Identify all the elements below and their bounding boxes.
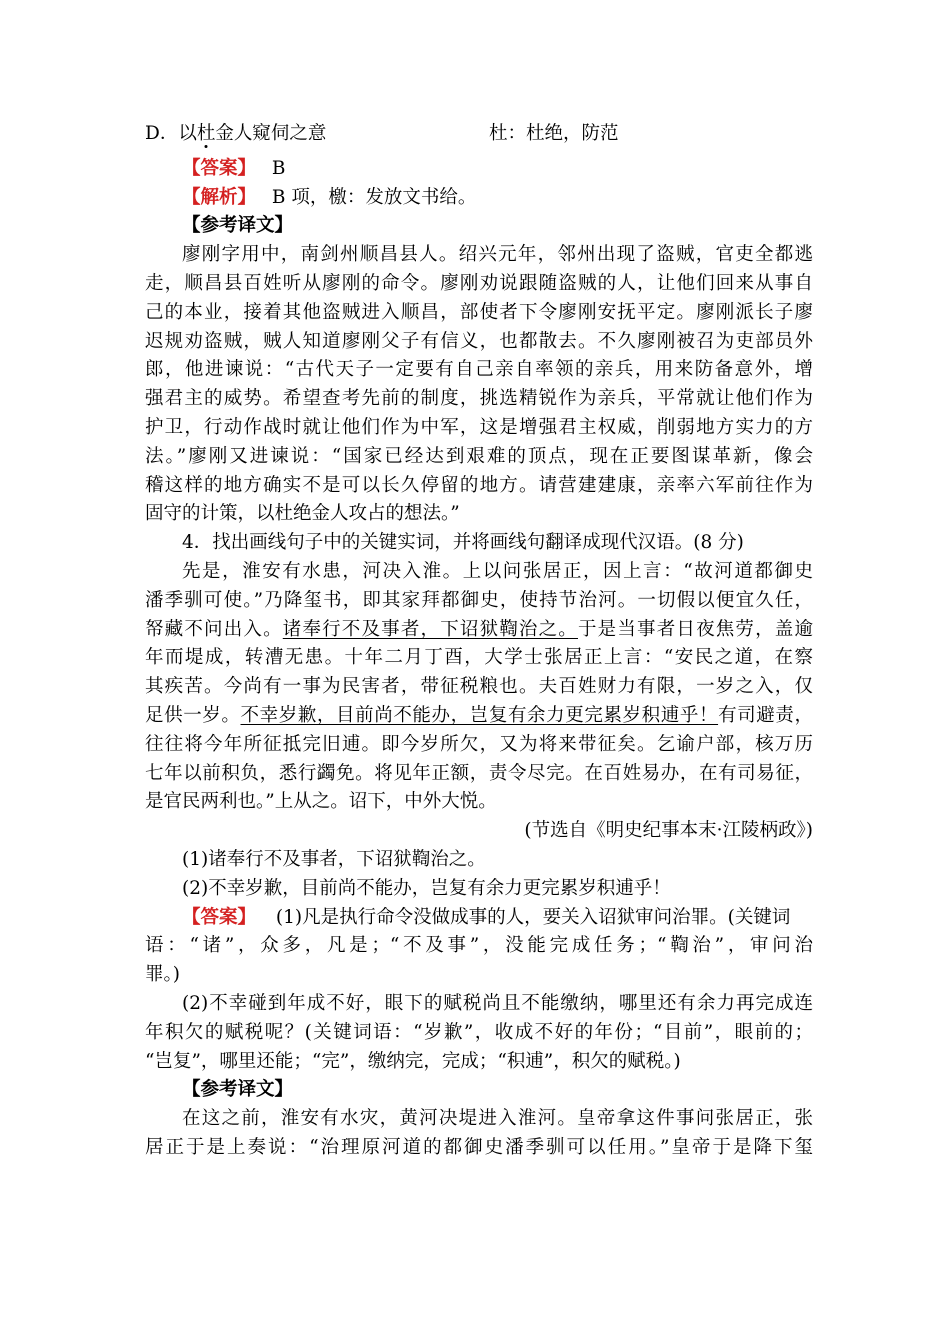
reference-translation-1 — [145, 241, 813, 529]
passage-text: 帑藏不问出入。 — [145, 618, 283, 640]
passage-source: (节选自《明史纪事本末·江陵柄政》) — [524, 820, 813, 842]
passage-line: 先是，淮安有水患，河决入淮。上以问张居正，因上言：“故河道都御史 — [182, 560, 813, 582]
translation-line: 走，顺昌县百姓听从廖刚的命令。廖刚劝说跟随盗贼的人，让他们回来从事自 — [145, 272, 813, 294]
passage-text: 于是当事者日夜焦劳，盖逾 — [577, 618, 813, 640]
option-d-note: 杜：杜绝，防范 — [489, 123, 619, 144]
passage-line: 其疾苦。今尚有一事为民害者，带征税粮也。夫百姓财力有限，一岁之入，仅 — [145, 676, 813, 698]
underlined-sentence-2: 不幸岁歉，目前尚不能办，岂复有余力更完累岁积逋乎！ — [240, 704, 719, 726]
translation-line: 护卫，行动作战时就让他们作为中军，这是增强君主权威，削弱地方实力的方 — [145, 416, 813, 438]
passage-line — [145, 702, 813, 731]
option-d-dotted-char: 杜 — [196, 123, 216, 144]
translation-line: 己的本业，接着其他盗贼进入顺昌，部使者下令廖刚安抚平定。廖刚派长子廖 — [145, 301, 813, 323]
translation-line: 强君主的威势。希望查考先前的制度，挑选精锐作为亲兵，平常就让他们作为 — [145, 388, 813, 410]
reference-translation-title-1: 【参考译文】 — [182, 215, 294, 237]
answer-2-line: (2)不幸碰到年成不好，眼下的赋税尚且不能缴纳，哪里还有余力再完成连 — [182, 992, 813, 1014]
passage-line: 潘季驯可使。”乃降玺书，即其家拜都御史，使持节治河。一切假以便宜久任， — [145, 589, 813, 611]
sub-question-1: (1)诸奉行不及事者，下诏狱鞫治之。 — [182, 848, 486, 870]
analysis-1 — [145, 184, 813, 213]
answer-2-line: 年积欠的赋税呢？(关键词语：“岁歉”，收成不好的年份；“目前”，眼前的； — [145, 1021, 813, 1043]
passage-line: 是官民两利也。”上从之。诏下，中外大悦。 — [145, 791, 497, 813]
reference-translation-title-2: 【参考译文】 — [182, 1079, 294, 1101]
passage-text: 有司避责， — [718, 704, 813, 726]
option-d-rest: 金人窥伺之意 — [215, 123, 327, 144]
translation-line: 迟规劝盗贼，贼人知道廖刚父子有信义，也都散去。不久廖刚被召为吏部员外 — [145, 330, 813, 352]
answer-2-line: “岂复”，哪里还能；“完”，缴纳完，完成；“积逋”，积欠的赋税。) — [145, 1050, 681, 1072]
answer-2-line: 罪。) — [145, 964, 180, 986]
option-d-prefix: D．以 — [145, 123, 197, 144]
passage-line: 往往将今年所征抵完旧逋。即今岁所欠，又为将来带征矣。乞谕户部，核万历 — [145, 733, 813, 755]
question-4: 4．找出画线句子中的关键实词，并将画线句翻译成现代汉语。(8 分) — [182, 532, 744, 554]
classical-passage — [145, 558, 813, 846]
answer-label: 【答案】 — [182, 906, 257, 928]
analysis-text: B 项，檄：发放文书给。 — [271, 186, 477, 208]
answer-2 — [145, 904, 813, 1077]
translation-line: 廖刚字用中，南剑州顺昌县人。绍兴元年，邻州出现了盗贼，官吏全都逃 — [182, 244, 813, 266]
translation-line: 稽这样的地方确实不是可以长久停留的地方。请营建建康，亲率六军前往作为 — [145, 474, 813, 496]
answer-label: 【答案】 — [182, 157, 257, 179]
document-body — [145, 120, 813, 1163]
passage-line — [145, 616, 813, 645]
answer-2-line: 语：“诸”，众多，凡是；“不及事”，没能完成任务；“鞫治”，审问治 — [145, 935, 813, 957]
answer-value: B — [271, 157, 286, 179]
translation-line: 郎，他进谏说：“古代天子一定要有自己亲自率领的亲兵，用来防备意外，增 — [145, 359, 813, 381]
option-d — [145, 120, 813, 149]
translation-line: 固守的计策，以杜绝金人攻占的想法。” — [145, 503, 460, 525]
analysis-label: 【解析】 — [182, 186, 257, 208]
passage-line: 年而堤成，转漕无患。十年二月丁酉，大学士张居正上言：“安民之道，在察 — [145, 647, 813, 669]
sub-question-2: (2)不幸岁歉，目前尚不能办，岂复有余力更完累岁积逋乎！ — [182, 877, 671, 899]
underlined-sentence-1: 诸奉行不及事者，下诏狱鞫治之。 — [282, 618, 578, 640]
answer-text: (1)凡是执行命令没做成事的人，要关入诏狱审问治罪。(关键词 — [275, 906, 791, 928]
translation-line: 在这之前，淮安有水灾，黄河决堤进入淮河。皇帝拿这件事问张居正，张 — [182, 1108, 813, 1130]
translation-line: 法。”廖刚又进谏说：“国家已经达到艰难的顶点，现在正要图谋革新，像会 — [145, 445, 813, 467]
translation-line: 居正于是上奏说：“治理原河道的都御史潘季驯可以任用。”皇帝于是降下玺 — [145, 1136, 813, 1158]
reference-translation-2 — [145, 1105, 813, 1163]
passage-line: 七年以前积负，悉行蠲免。将见年正额，责令尽完。在百姓易办，在有司易征， — [145, 762, 813, 784]
answer-2-line — [145, 904, 813, 933]
passage-text: 足供一岁。 — [145, 704, 241, 726]
answer-1 — [145, 155, 813, 184]
